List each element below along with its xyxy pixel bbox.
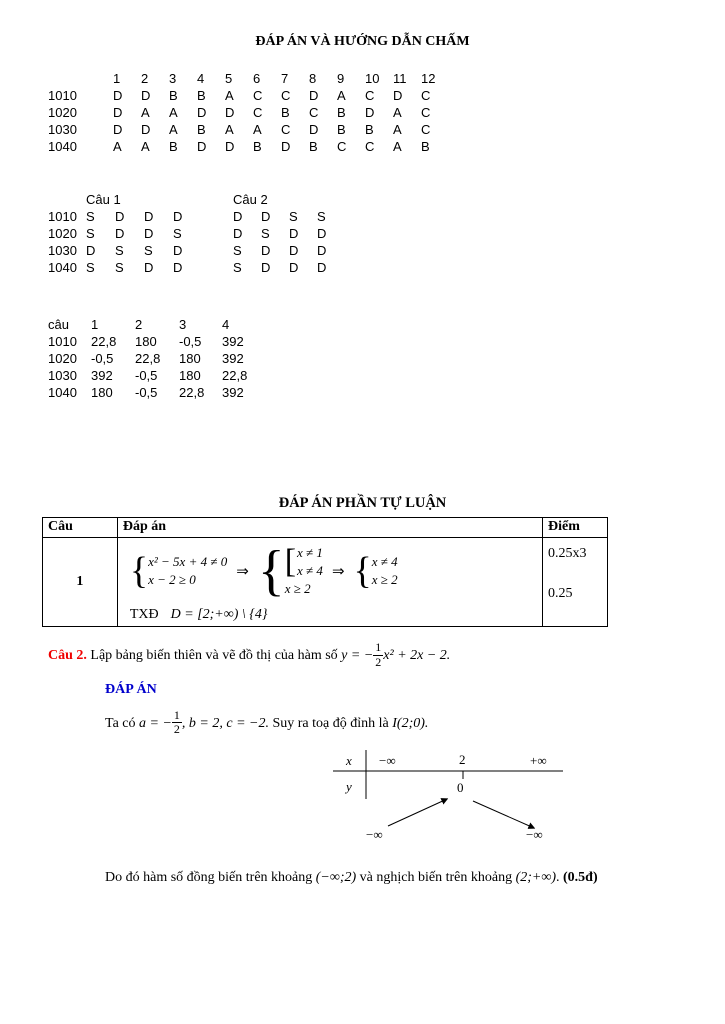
mc-answer: C xyxy=(309,105,319,120)
short-answer: 392 xyxy=(222,334,244,349)
tf-answer: S xyxy=(86,209,95,224)
fraction xyxy=(172,709,182,738)
txd-value: D = [2;+∞) \ {4} xyxy=(170,607,268,622)
table-row xyxy=(48,104,449,121)
mc-answer: B xyxy=(337,105,346,120)
tf-answer: S xyxy=(233,243,242,258)
system-2 xyxy=(257,540,323,602)
short-answer: 180 xyxy=(91,385,113,400)
mc-column-header: 9 xyxy=(337,71,345,86)
math-line: x ≥ 2 xyxy=(371,572,398,587)
tf-answer: S xyxy=(115,243,124,258)
mc-answer: A xyxy=(169,105,178,120)
short-column-header: 4 xyxy=(222,317,230,332)
function-lead: y = − xyxy=(341,647,374,663)
short-answer: 22,8 xyxy=(91,334,117,349)
fraction-denominator: 2 xyxy=(173,722,180,737)
tf-answer: D xyxy=(115,226,125,241)
tf-answer: D xyxy=(261,243,271,258)
mc-answer: C xyxy=(365,139,375,154)
mc-column-header: 1 xyxy=(113,71,121,86)
question-2-label: Câu 2. xyxy=(48,647,87,663)
bracket-subsystem xyxy=(285,544,323,580)
short-answer: -0,5 xyxy=(179,334,202,349)
mc-column-header: 2 xyxy=(141,71,149,86)
mc-answer: D xyxy=(225,105,235,120)
bbt-y-left: −∞ xyxy=(366,827,383,843)
tf-group1-header: Câu 1 xyxy=(86,192,121,207)
tf-answer: D xyxy=(173,243,183,258)
tf-answer: D xyxy=(173,260,183,275)
mc-column-header: 3 xyxy=(169,71,177,86)
mc-answer: A xyxy=(141,105,150,120)
mc-answer: D xyxy=(281,139,291,154)
math-line: x ≠ 4 xyxy=(371,553,398,569)
mc-answer: B xyxy=(337,122,346,137)
left-brace: { xyxy=(257,540,285,602)
mc-answer: D xyxy=(113,122,123,137)
mc-answer: D xyxy=(365,105,375,120)
mc-answer: A xyxy=(225,88,234,103)
table-row xyxy=(48,242,345,259)
math-line: x ≠ 4 xyxy=(297,562,323,578)
interval-1: (−∞;2) xyxy=(315,870,357,886)
exam-code: 1040 xyxy=(48,385,77,400)
exam-code: 1030 xyxy=(48,368,77,383)
mc-answer: B xyxy=(309,139,318,154)
math-line: x ≠ 1 xyxy=(297,544,323,560)
mc-answer: C xyxy=(421,105,431,120)
vertex-value: I(2;0). xyxy=(392,715,429,731)
table-row xyxy=(48,191,345,208)
short-answer-table xyxy=(48,316,265,401)
interval-2: (2;+∞) xyxy=(515,870,556,886)
mc-column-header: 7 xyxy=(281,71,289,86)
table-row xyxy=(48,138,449,155)
tf-answer: S xyxy=(233,260,242,275)
function-tail: x² + 2x − 2. xyxy=(383,647,451,663)
tf-answer: D xyxy=(144,209,154,224)
exam-code: 1020 xyxy=(48,226,77,241)
coefficient-a: a = − xyxy=(139,715,172,731)
table-row xyxy=(48,350,265,367)
essay-col-diem: Điểm xyxy=(543,518,608,538)
short-answer: 22,8 xyxy=(222,368,248,383)
tf-answer: D xyxy=(261,260,271,275)
variation-table xyxy=(333,749,563,845)
conclusion-sep: . xyxy=(556,870,563,886)
mc-answer: D xyxy=(225,139,235,154)
tf-answer: D xyxy=(289,260,299,275)
mc-answer: C xyxy=(281,122,291,137)
table-row xyxy=(48,259,345,276)
mc-answer: C xyxy=(421,88,431,103)
gap-cell xyxy=(202,225,233,242)
main-title: ĐÁP ÁN VÀ HƯỚNG DẪN CHẤM xyxy=(255,34,470,49)
bbt-y-label: y xyxy=(346,779,352,795)
txd-label: TXĐ xyxy=(129,607,159,622)
gap-cell xyxy=(202,259,233,276)
mc-answer: C xyxy=(253,88,263,103)
table-row xyxy=(48,316,265,333)
multiple-choice-answer-table xyxy=(48,70,449,155)
short-column-header: 1 xyxy=(91,317,99,332)
mc-answer: A xyxy=(169,122,178,137)
mc-column-header: 5 xyxy=(225,71,233,86)
exam-code: 1010 xyxy=(48,334,77,349)
math-line: x² − 5x + 4 ≠ 0 xyxy=(148,553,228,569)
gap-cell xyxy=(202,242,233,259)
exam-code: 1020 xyxy=(48,351,77,366)
essay-header-row xyxy=(43,518,608,538)
table-row xyxy=(48,208,345,225)
short-answer: 180 xyxy=(135,334,157,349)
short-answer: 392 xyxy=(222,351,244,366)
mc-answer: A xyxy=(225,122,234,137)
table-row xyxy=(48,367,265,384)
tf-answer: D xyxy=(289,243,299,258)
coefficients-bc: , b = 2, c = −2. xyxy=(181,715,269,731)
bbt-x-right: +∞ xyxy=(530,753,547,769)
tf-answer: D xyxy=(261,209,271,224)
system-1 xyxy=(130,552,227,590)
exam-code: 1030 xyxy=(48,122,77,137)
tf-answer: S xyxy=(173,226,182,241)
bbt-increase-arrow xyxy=(388,799,447,826)
question-2-text: Lập bảng biến thiên và vẽ đồ thị của hàm số xyxy=(86,647,342,663)
tf-answer: S xyxy=(115,260,124,275)
short-answer: 180 xyxy=(179,368,201,383)
mc-column-header: 8 xyxy=(309,71,317,86)
table-row xyxy=(48,70,449,87)
conclusion-pre: Do đó hàm số đồng biến trên khoảng xyxy=(105,870,316,886)
tf-answer: D xyxy=(144,260,154,275)
tf-answer: D xyxy=(289,226,299,241)
short-answer: -0,5 xyxy=(91,351,114,366)
variation-table-container xyxy=(333,749,677,850)
table-row xyxy=(48,333,265,350)
tf-answer: D xyxy=(144,226,154,241)
short-corner-header: câu xyxy=(48,317,69,332)
left-bracket: [ xyxy=(284,542,297,580)
exam-code: 1030 xyxy=(48,243,77,258)
bbt-x-label: x xyxy=(346,753,352,769)
corner-cell xyxy=(48,191,86,208)
tf-answer: D xyxy=(86,243,96,258)
mc-column-header: 6 xyxy=(253,71,261,86)
fraction-denominator: 2 xyxy=(375,654,382,669)
tf-answer: D xyxy=(233,226,243,241)
short-column-header: 3 xyxy=(179,317,187,332)
answer-cell xyxy=(117,538,542,627)
fraction-numerator: 1 xyxy=(173,707,180,722)
table-row xyxy=(48,384,265,401)
score-badge: (0.5đ) xyxy=(563,870,598,886)
mc-column-header: 10 xyxy=(365,71,380,86)
system-3 xyxy=(354,552,398,590)
table-row xyxy=(48,225,345,242)
mc-answer: B xyxy=(169,88,178,103)
mc-answer: B xyxy=(253,139,262,154)
score-cell xyxy=(543,538,608,627)
dap-an-heading: ĐÁP ÁN xyxy=(105,681,157,697)
mc-answer: D xyxy=(309,122,319,137)
conclusion-line xyxy=(105,870,677,886)
mc-answer: D xyxy=(309,88,319,103)
math-line: x ≥ 2 xyxy=(284,581,311,597)
mc-answer: D xyxy=(141,122,151,137)
coefficients-line xyxy=(105,709,677,738)
bbt-x-left: −∞ xyxy=(379,753,396,769)
mc-answer: A xyxy=(141,139,150,154)
tf-answer: S xyxy=(144,243,153,258)
conclusion-mid: và nghịch biến trên khoảng xyxy=(356,870,516,886)
vertex-text: Suy ra toạ độ đỉnh là xyxy=(268,715,393,731)
taco-pre: Ta có xyxy=(105,715,140,731)
math-line: x − 2 ≥ 0 xyxy=(148,572,196,587)
mc-answer: C xyxy=(253,105,263,120)
bbt-x-mid: 2 xyxy=(459,752,466,768)
mc-answer: B xyxy=(281,105,290,120)
short-answer: 392 xyxy=(91,368,113,383)
fraction xyxy=(373,641,383,670)
table-row xyxy=(48,121,449,138)
table-row xyxy=(48,87,449,104)
domain-line xyxy=(130,607,536,623)
bbt-y-max: 0 xyxy=(457,780,464,796)
tf-answer: D xyxy=(317,226,327,241)
short-answer: -0,5 xyxy=(135,385,158,400)
bbt-decrease-arrow xyxy=(473,801,534,828)
mc-answer: D xyxy=(393,88,403,103)
mc-answer: D xyxy=(141,88,151,103)
exam-code: 1010 xyxy=(48,209,77,224)
mc-answer: C xyxy=(337,139,347,154)
mc-column-header: 12 xyxy=(421,71,436,86)
mc-answer: C xyxy=(281,88,291,103)
short-column-header: 2 xyxy=(135,317,143,332)
tf-answer: S xyxy=(261,226,270,241)
gap-cell xyxy=(202,191,233,208)
mc-answer: A xyxy=(393,105,402,120)
tf-answer: D xyxy=(233,209,243,224)
mc-answer: D xyxy=(113,88,123,103)
essay-col-cau: Câu xyxy=(43,518,118,538)
mc-answer: D xyxy=(113,105,123,120)
short-answer: 392 xyxy=(222,385,244,400)
mc-answer: C xyxy=(365,88,375,103)
tf-group2-header: Câu 2 xyxy=(233,192,268,207)
short-answer: 180 xyxy=(179,351,201,366)
tf-answer: D xyxy=(317,260,327,275)
tf-body xyxy=(48,191,345,276)
exam-code: 1040 xyxy=(48,260,77,275)
bbt-y-right: −∞ xyxy=(526,827,543,843)
mc-column-header: 4 xyxy=(197,71,205,86)
mc-answer: D xyxy=(197,105,207,120)
question-2-statement xyxy=(48,641,677,670)
mc-column-header: 11 xyxy=(393,71,407,86)
mc-body xyxy=(48,70,449,155)
tf-answer: D xyxy=(173,209,183,224)
mc-answer: A xyxy=(393,122,402,137)
tf-answer: S xyxy=(317,209,326,224)
tf-answer: D xyxy=(317,243,327,258)
tf-answer: S xyxy=(86,260,95,275)
mc-answer: A xyxy=(337,88,346,103)
short-body xyxy=(48,316,265,401)
mc-answer: A xyxy=(113,139,122,154)
left-brace: { xyxy=(353,550,372,592)
essay-row-1 xyxy=(43,538,608,627)
mc-answer: B xyxy=(169,139,178,154)
implies-arrow: ⇒ xyxy=(236,563,249,580)
exam-code: 1020 xyxy=(48,105,77,120)
true-false-answer-table xyxy=(48,191,345,276)
short-answer: 22,8 xyxy=(179,385,205,400)
question-number: 1 xyxy=(43,538,118,627)
essay-col-dapan: Đáp án xyxy=(117,518,542,538)
implies-arrow: ⇒ xyxy=(331,563,345,580)
score-line-1: 0.25x3 xyxy=(548,546,587,561)
math-derivation xyxy=(129,540,536,602)
short-answer: -0,5 xyxy=(135,368,158,383)
mc-answer: C xyxy=(421,122,431,137)
mc-answer: A xyxy=(253,122,262,137)
exam-code: 1040 xyxy=(48,139,77,154)
mc-answer: B xyxy=(197,88,206,103)
mc-answer: B xyxy=(421,139,430,154)
essay-section-title: ĐÁP ÁN PHẦN TỰ LUẬN xyxy=(278,495,447,511)
essay-grading-table xyxy=(42,517,608,627)
tf-answer: S xyxy=(86,226,95,241)
left-brace: { xyxy=(129,550,149,592)
short-answer: 22,8 xyxy=(135,351,161,366)
mc-answer: B xyxy=(365,122,374,137)
gap-cell xyxy=(202,208,233,225)
exam-code: 1010 xyxy=(48,88,77,103)
score-line-2: 0.25 xyxy=(548,586,573,601)
fraction-numerator: 1 xyxy=(375,640,382,654)
mc-answer: B xyxy=(197,122,206,137)
tf-answer: D xyxy=(115,209,125,224)
corner-cell xyxy=(48,70,113,87)
tf-answer: S xyxy=(289,209,298,224)
mc-answer: D xyxy=(197,139,207,154)
mc-answer: A xyxy=(393,139,402,154)
